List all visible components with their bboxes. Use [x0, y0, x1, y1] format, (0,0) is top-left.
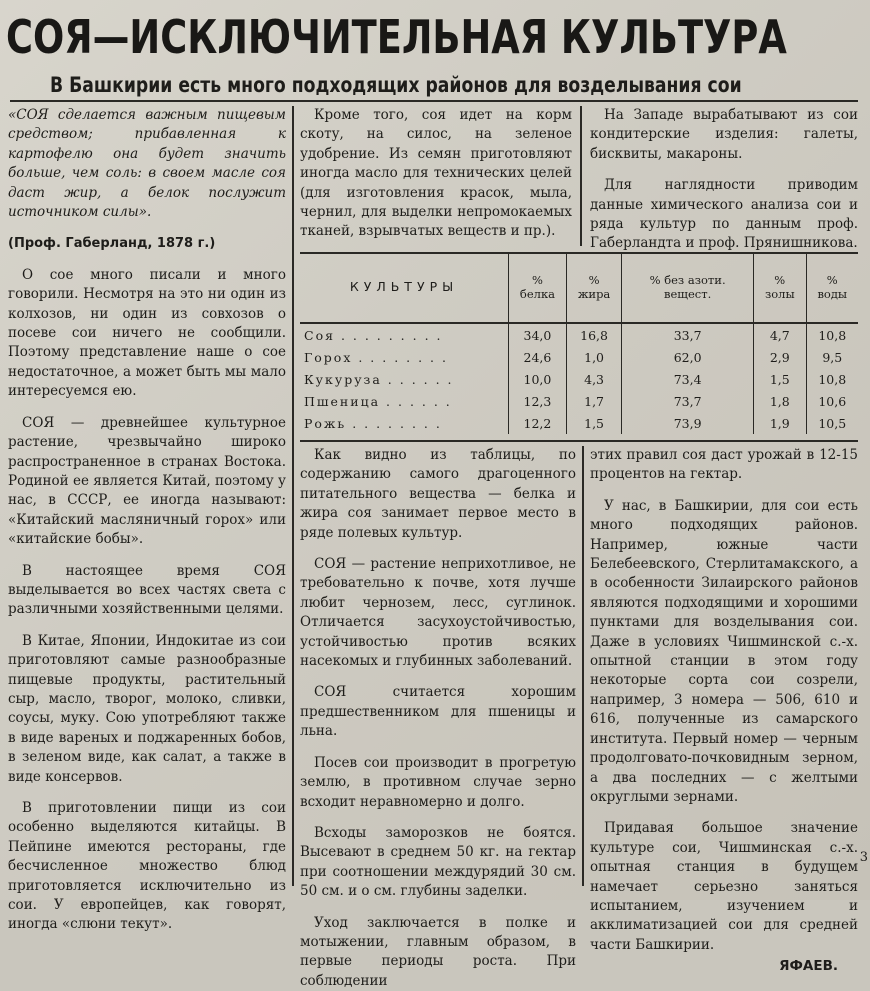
paragraph: Как видно из таблицы, по содержанию самого драгоценного питательного вещества — белка и жира соя занимает первое место в ряде полевых культур. [300, 447, 576, 541]
epigraph-quote: «СОЯ сделается важным пищевым средством; прибавленная к картофелю она будет значить больше, чем соль: в своем масле соя даст жир, а белок послужит источником силы». [8, 107, 286, 221]
table-cell: 1,7 [566, 390, 621, 412]
paragraph: В приготовлении пищи из сои особенно выделяются китайцы. В Пейпине имеются рестораны, где бесчисленное множество блюд приготовляется исключительно из сои. У европейцев, как говорят, иногда «слюни текут». [8, 800, 286, 933]
paragraph: В Китае, Японии, Индокитае из сои приготовляют самые разнообразные пищевые продукты, растительный сыр, масло, творог, молоко, сливки, соусы, муку. Сою употребляют также в виде вареных и поджаренных бобов, в зеленом виде, как салат, а также в виде консервов. [8, 632, 286, 785]
table-cell: 2,9 [754, 346, 807, 368]
table-cell: 33,7 [622, 323, 754, 346]
table-cell: 10,8 [806, 368, 858, 390]
table-cell: 73,9 [622, 412, 754, 434]
paragraph: Для наглядности приводим данные химического анализа сои и ряда культур по данным проф. Габерландта и проф. Прянишникова. [590, 177, 858, 252]
table-header-cell: % белка [509, 252, 567, 323]
column-2-bottom [300, 446, 576, 989]
table-cell: Соя . . . . . . . . . [304, 327, 443, 343]
paragraph: СОЯ — древнейшее культурное растение, чрезвычайно широко распространенное в странах Востока. Родиной ее является Китай, поэтому у нас, в СССР, ее иногда называют: «Китайский масляничный горох» или «китайские бобы». [8, 414, 286, 548]
epigraph-attribution: (Проф. Габерланд, 1878 г.) [8, 236, 216, 252]
table-cell: 16,8 [566, 323, 621, 346]
table-cell: 1,9 [754, 412, 807, 434]
table-cell: Пшеница . . . . . . [304, 393, 452, 409]
divider-vertical [580, 106, 582, 246]
table-cell: 10,8 [806, 323, 858, 346]
table-cell: 62,0 [622, 346, 754, 368]
table-header-cell: % воды [806, 252, 858, 323]
divider-vertical [582, 446, 584, 886]
table-cell: 9,5 [806, 346, 858, 368]
table-cell: 1,0 [566, 346, 621, 368]
paragraph: Посев сои производит в прогретую землю, в противном случае зерно всходит неравномерно и долго. [300, 754, 576, 810]
table-row [300, 346, 858, 368]
paragraph: Всходы заморозков не боятся. Высевают в среднем 50 кг. на гектар при соотношении междурядий 30 см. 50 см. и о см. глубины заделки. [300, 824, 576, 900]
table-cell: 73,4 [622, 368, 754, 390]
table-row [300, 412, 858, 434]
paragraph: У нас, в Башкирии, для сои есть много подходящих районов. Например, южные части Белебеевского, Стерлитамакского, а в особенности Зилаирского районов являются подходящими и хорошими пунктами для возделывания сои. Даже в условиях Чишминской с.-х. опытной станции в этом году некоторые сорта сои созрели, например, 3 номера — 506, 610 и 616, полученные из самарского института. Первый номер — черным продолговато-почковидным зерном, а два последних — с желтыми округлыми зернами. [590, 497, 858, 805]
subheadline: В Башкирии есть много подходящих районов для возделывания сои [50, 73, 742, 97]
table-row [300, 368, 858, 390]
paragraph: Уход заключается в полке и мотыжении, главным образом, в первые периоды роста. При соблюдении [300, 914, 576, 989]
author-signature: ЯФАЕВ. [779, 958, 838, 975]
column-3-bottom [590, 446, 858, 975]
table-header-cell: КУЛЬТУРЫ [300, 252, 509, 323]
table-cell: 12,2 [509, 412, 567, 434]
table-cell: 10,5 [806, 412, 858, 434]
table-cell: 10,0 [509, 368, 567, 390]
column-2-top [300, 106, 572, 246]
table-cell: 73,7 [622, 390, 754, 412]
table-cell: 10,6 [806, 390, 858, 412]
divider-horizontal [10, 100, 858, 102]
paragraph: В настоящее время СОЯ выделывается во всех частях света с различными хозяйственными целями. [8, 562, 286, 618]
analysis-table [300, 252, 858, 434]
table-cell: 12,3 [509, 390, 567, 412]
table-cell: Горох . . . . . . . . [304, 349, 448, 365]
paragraph: СОЯ — растение неприхотливое, не требовательно к почве, хотя лучше любит чернозем, лесс, суглинок. Отличается засухоустойчивостью, устойчивостью против всяких насекомых и глубинных заболеваний. [300, 556, 576, 670]
column-1 [8, 106, 286, 933]
paragraph: этих правил соя даст урожай в 12-15 процентов на гектар. [590, 447, 858, 483]
table-cell: 1,5 [566, 412, 621, 434]
table-cell: 24,6 [509, 346, 567, 368]
table-cell: Рожь . . . . . . . . [304, 415, 442, 431]
table-header-row [300, 252, 858, 323]
page-marker: 3 [859, 850, 868, 865]
table-cell: 4,7 [754, 323, 807, 346]
paragraph: О сое много писали и много говорили. Несмотря на это ни один из колхозов, ни один из совхозов о посеве сои ничего не сообщили. Поэтому представление наше о сое недостаточное, а может быть мы мало интересуемся ею. [8, 266, 286, 400]
column-3-top [590, 106, 858, 252]
paragraph: Придавая большое значение культуре сои, Чишминская с.-х. опытная станция в будущем намечает серьезно заняться испытанием, изучением и акклиматизацией сои для средней части Башкирии. [590, 820, 858, 953]
table-cell: 34,0 [509, 323, 567, 346]
paragraph: СОЯ считается хорошим предшественником для пшеницы и льна. [300, 684, 576, 740]
headline: СОЯ—ИСКЛЮЧИТЕЛЬНАЯ КУЛЬТУРА [6, 10, 787, 64]
table-cell: 4,3 [566, 368, 621, 390]
table-row [300, 323, 858, 346]
table-header-cell: % жира [566, 252, 621, 323]
table-header-cell: % золы [754, 252, 807, 323]
table-row [300, 390, 858, 412]
divider-vertical [292, 106, 294, 886]
table-cell: 1,5 [754, 368, 807, 390]
table-cell: 1,8 [754, 390, 807, 412]
paragraph: Кроме того, соя идет на корм скоту, на силос, на зеленое удобрение. Из семян приготовляют иногда масло для технических целей (для изготовления красок, мыла, чернил, для выделки непромокаемых тканей, взрывчатых веществ и пр.). [300, 107, 572, 240]
table-cell: Кукуруза . . . . . . [304, 371, 454, 387]
paragraph: На Западе вырабатывают из сои кондитерские изделия: галеты, бисквиты, макароны. [590, 107, 858, 162]
table-header-cell: % без азоти. вещест. [622, 252, 754, 323]
